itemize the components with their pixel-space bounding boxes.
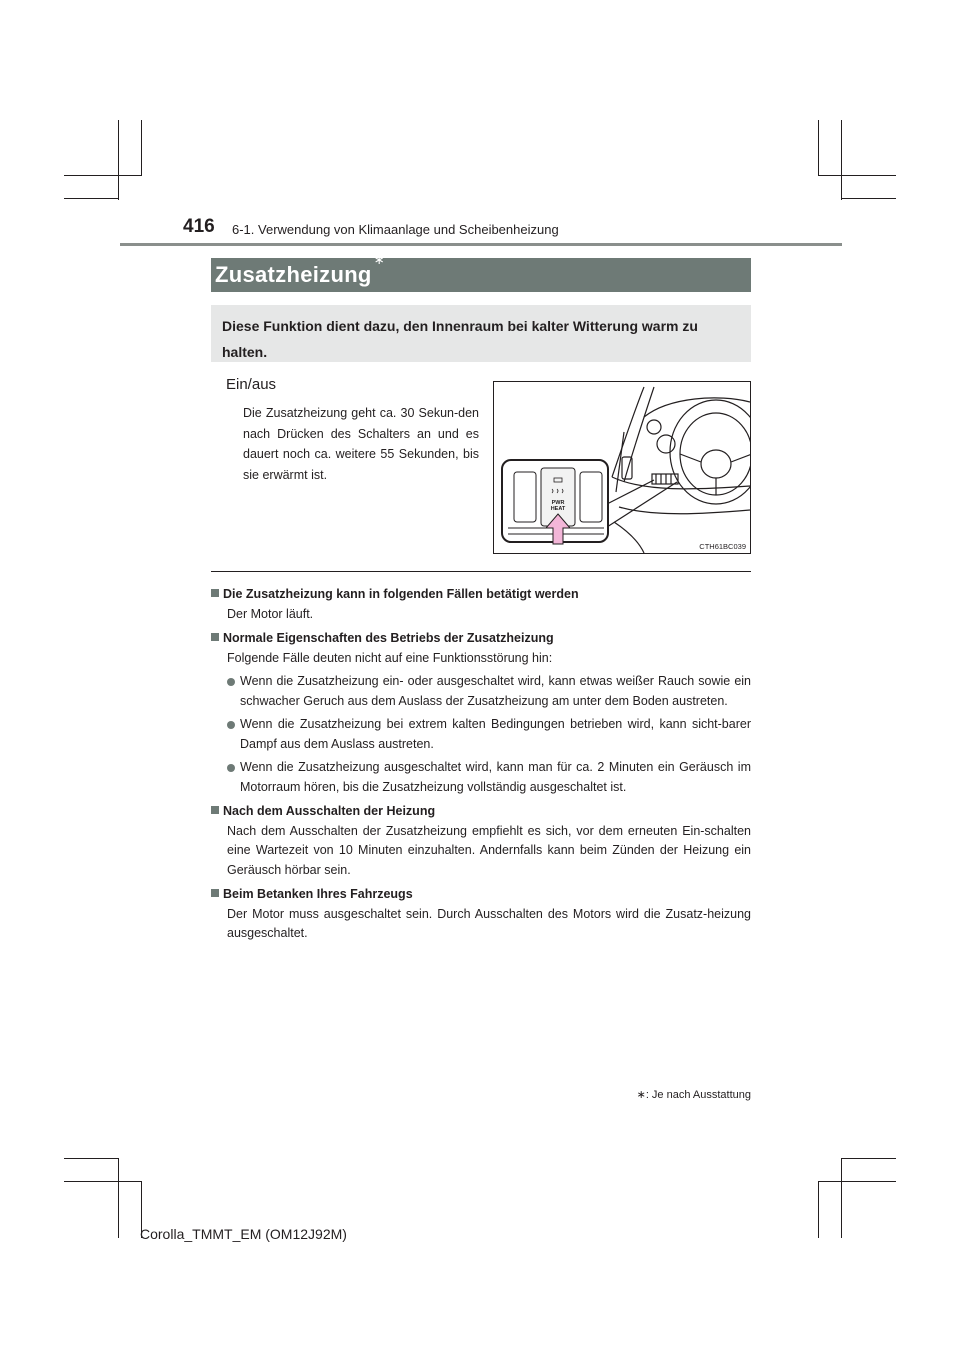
note-heading: Die Zusatzheizung kann in folgenden Fällen betätigt werden [223,587,579,601]
crop-mark [64,175,142,176]
footer-document-id: Corolla_TMMT_EM (OM12J92M) [140,1226,347,1242]
list-item: Wenn die Zusatzheizung ausgeschaltet wird, kann man für ca. 2 Minuten ein Geräusch im Motorraum hören, bis die Zusatzheizung vollständig ausgeschaltet ist. [211,758,751,797]
footnote [637,1088,751,1101]
note-body: Folgende Fälle deuten nicht auf eine Funktionsstörung hin: [227,650,553,665]
note [211,802,751,880]
crop-mark [64,1181,142,1182]
square-bullet-icon [211,806,219,814]
onoff-text: Die Zusatzheizung geht ca. 30 Sekun-den nach Drücken des Schalters an und es dauert noch ca. weitere 55 Sekunden, bis sie erwärmt ist. [243,406,479,482]
onoff-heading: Ein/aus [226,376,277,393]
list-item: Wenn die Zusatzheizung ein- oder ausgeschaltet wird, kann etwas weißer Rauch sowie ein schwacher Geruch aus dem Auslass der Zusatzheizung am unter dem Boden austreten. [211,672,751,711]
figure-code: CTH61BC039 [699,542,746,551]
note-body: Der Motor muss ausgeschaltet sein. Durch Ausschalten des Motors wird die Zusatz-heizung ausgeschaltet. [227,906,751,940]
note [211,629,751,797]
crop-mark [818,120,819,176]
note-body: Der Motor läuft. [227,606,314,621]
switch-illustration [493,381,751,554]
crop-mark [841,198,896,199]
section-title: Zusatzheizung [215,262,372,287]
crop-mark [841,120,842,200]
footnote-mark: ∗ [636,1089,646,1101]
button-label-heat: HEAT [550,506,566,512]
crop-mark [818,1181,896,1182]
crop-mark [118,1158,119,1238]
note-body: Nach dem Ausschalten der Zusatzheizung empfiehlt es sich, vor dem erneuten Ein-schalten eine Wartezeit von 10 Minuten einzuhalten. Andernfalls kann beim Zünden der Heizung ein Geräusch hörbar sein. [227,823,751,877]
section-title-bar [211,252,751,292]
notes [211,585,751,949]
crop-mark [64,198,119,199]
crop-mark [118,120,119,200]
note [211,585,751,624]
square-bullet-icon [211,589,219,597]
page-number: 416 [183,216,215,237]
note-heading: Normale Eigenschaften des Betriebs der Zusatzheizung [223,631,554,645]
crop-mark [141,120,142,176]
chapter-title: 6-1. Verwendung von Klimaanlage und Scheibenheizung [232,222,559,237]
crop-mark [818,175,896,176]
crop-mark [64,1158,119,1159]
round-bullet-icon [227,764,235,772]
section-divider [211,571,751,572]
footnote-text: : Je nach Ausstattung [645,1089,751,1101]
list-item: Wenn die Zusatzheizung bei extrem kalten Bedingungen betrieben wird, kann sicht-barer Dampf aus dem Auslass austreten. [211,715,751,754]
crop-mark [841,1158,896,1159]
crop-mark [841,1158,842,1238]
square-bullet-icon [211,633,219,641]
intro-box: Diese Funktion dient dazu, den Innenraum bei kalter Witterung warm zu halten. [211,305,751,362]
note-heading: Nach dem Ausschalten der Heizung [223,804,436,818]
button-label-pwr: PWR [551,500,565,506]
round-bullet-icon [227,721,235,729]
square-bullet-icon [211,889,219,897]
round-bullet-icon [227,678,235,686]
note-heading: Beim Betanken Ihres Fahrzeugs [223,887,413,901]
note [211,885,751,944]
optional-equipment-mark: ∗ [373,252,385,267]
dashboard-drawing [494,382,750,553]
header-rule [120,243,842,246]
crop-mark [818,1181,819,1238]
